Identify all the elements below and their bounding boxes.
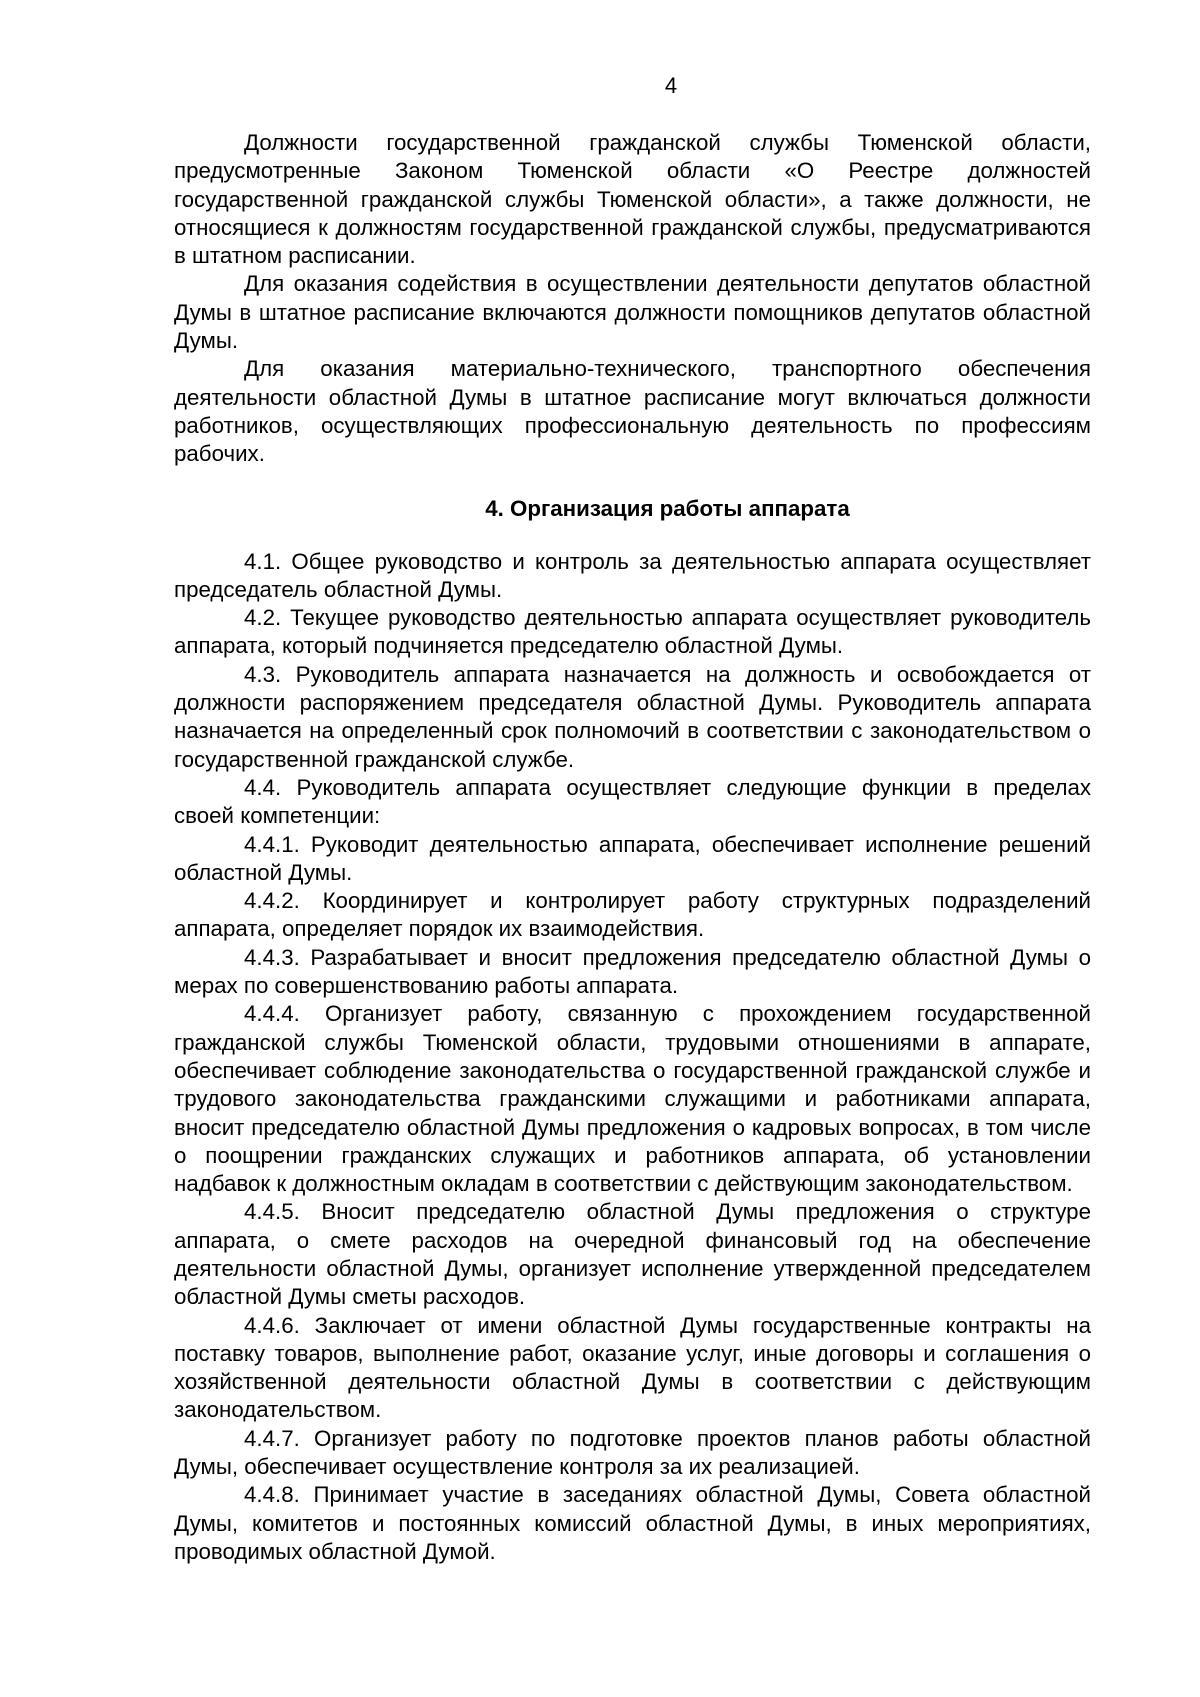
paragraph-4-4-1: 4.4.1. Руководит деятельностью аппарата, обеспечивает исполнение решений областной Думы.: [174, 831, 1091, 885]
paragraph-4-4-8: 4.4.8. Принимает участие в заседаниях областной Думы, Совета областной Думы, комитетов и постоянных комиссий областной Думы, в иных мероприятиях, проводимых областной Думой.: [174, 1482, 1091, 1564]
paragraph: Для оказания содействия в осуществлении деятельности депутатов областной Думы в штатное расписание включаются должности помощников депутатов областной Думы.: [174, 271, 1091, 354]
paragraph-4-3: 4.3. Руководитель аппарата назначается на должность и освобождается от должности распоряжением председателя областной Думы. Руководитель аппарата назначается на определенный срок полномочий в соответствии с законодательством о государственной гражданской службе.: [174, 661, 1091, 772]
paragraph: Должности государственной гражданской службы Тюменской области, предусмотренные Законом Тюменской области «О Реестре должностей государственной гражданской службы Тюменской области», а также должности, не относящиеся к должностям государственной гражданской службы, предусматриваются в штатном расписании.: [174, 130, 1091, 269]
paragraph-4-4-2: 4.4.2. Координирует и контролирует работу структурных подразделений аппарата, определяет порядок их взаимодействия.: [174, 888, 1091, 942]
paragraph-4-2: 4.2. Текущее руководство деятельностью аппарата осуществляет руководитель аппарата, который подчиняется председателю областной Думы.: [174, 605, 1091, 659]
paragraph-4-4-4: 4.4.4. Организует работу, связанную с прохождением государственной гражданской службы Тюменской области, трудовыми отношениями в аппарате, обеспечивает соблюдение законодательства о государственной гражданской службе и трудового законодательства гражданскими служащими и работниками аппарата, вносит председателю областной Думы предложения о кадровых вопросах, в том числе о поощрении гражданских служащих и работников аппарата, об установлении надбавок к должностным окладам в соответствии с действующим законодательством.: [174, 1001, 1091, 1197]
page-number: 4: [664, 73, 678, 98]
paragraph-4-4: 4.4. Руководитель аппарата осуществляет следующие функции в пределах своей компетенции:: [174, 774, 1091, 829]
paragraph-4-4-6: 4.4.6. Заключает от имени областной Думы государственные контракты на поставку товаров, выполнение работ, оказание услуг, иные договоры и соглашения о хозяйственной деятельности областной Думы в соответствии с действующим законодательством.: [174, 1312, 1091, 1423]
paragraph: Для оказания материально-технического, транспортного обеспечения деятельности областной Думы в штатное расписание могут включаться должности работников, осуществляющих профессиональную деятельность по профессиям рабочих.: [174, 356, 1091, 467]
paragraph-4-4-7: 4.4.7. Организует работу по подготовке проектов планов работы областной Думы, обеспечивает осуществление контроля за их реализацией.: [174, 1425, 1091, 1480]
paragraph-4-4-3: 4.4.3. Разрабатывает и вносит предложения председателю областной Думы о мерах по совершенствованию работы аппарата.: [174, 944, 1091, 999]
paragraph-4-1: 4.1. Общее руководство и контроль за деятельностью аппарата осуществляет председатель областной Думы.: [174, 548, 1091, 602]
section-heading: 4. Организация работы аппарата: [485, 495, 850, 521]
document-body: [174, 129, 1091, 1566]
paragraph-4-4-5: 4.4.5. Вносит председателю областной Думы предложения о структуре аппарата, о смете расходов на очередной финансовый год на обеспечение деятельности областной Думы, организует исполнение утвержденной председателем областной Думы сметы расходов.: [174, 1199, 1091, 1310]
